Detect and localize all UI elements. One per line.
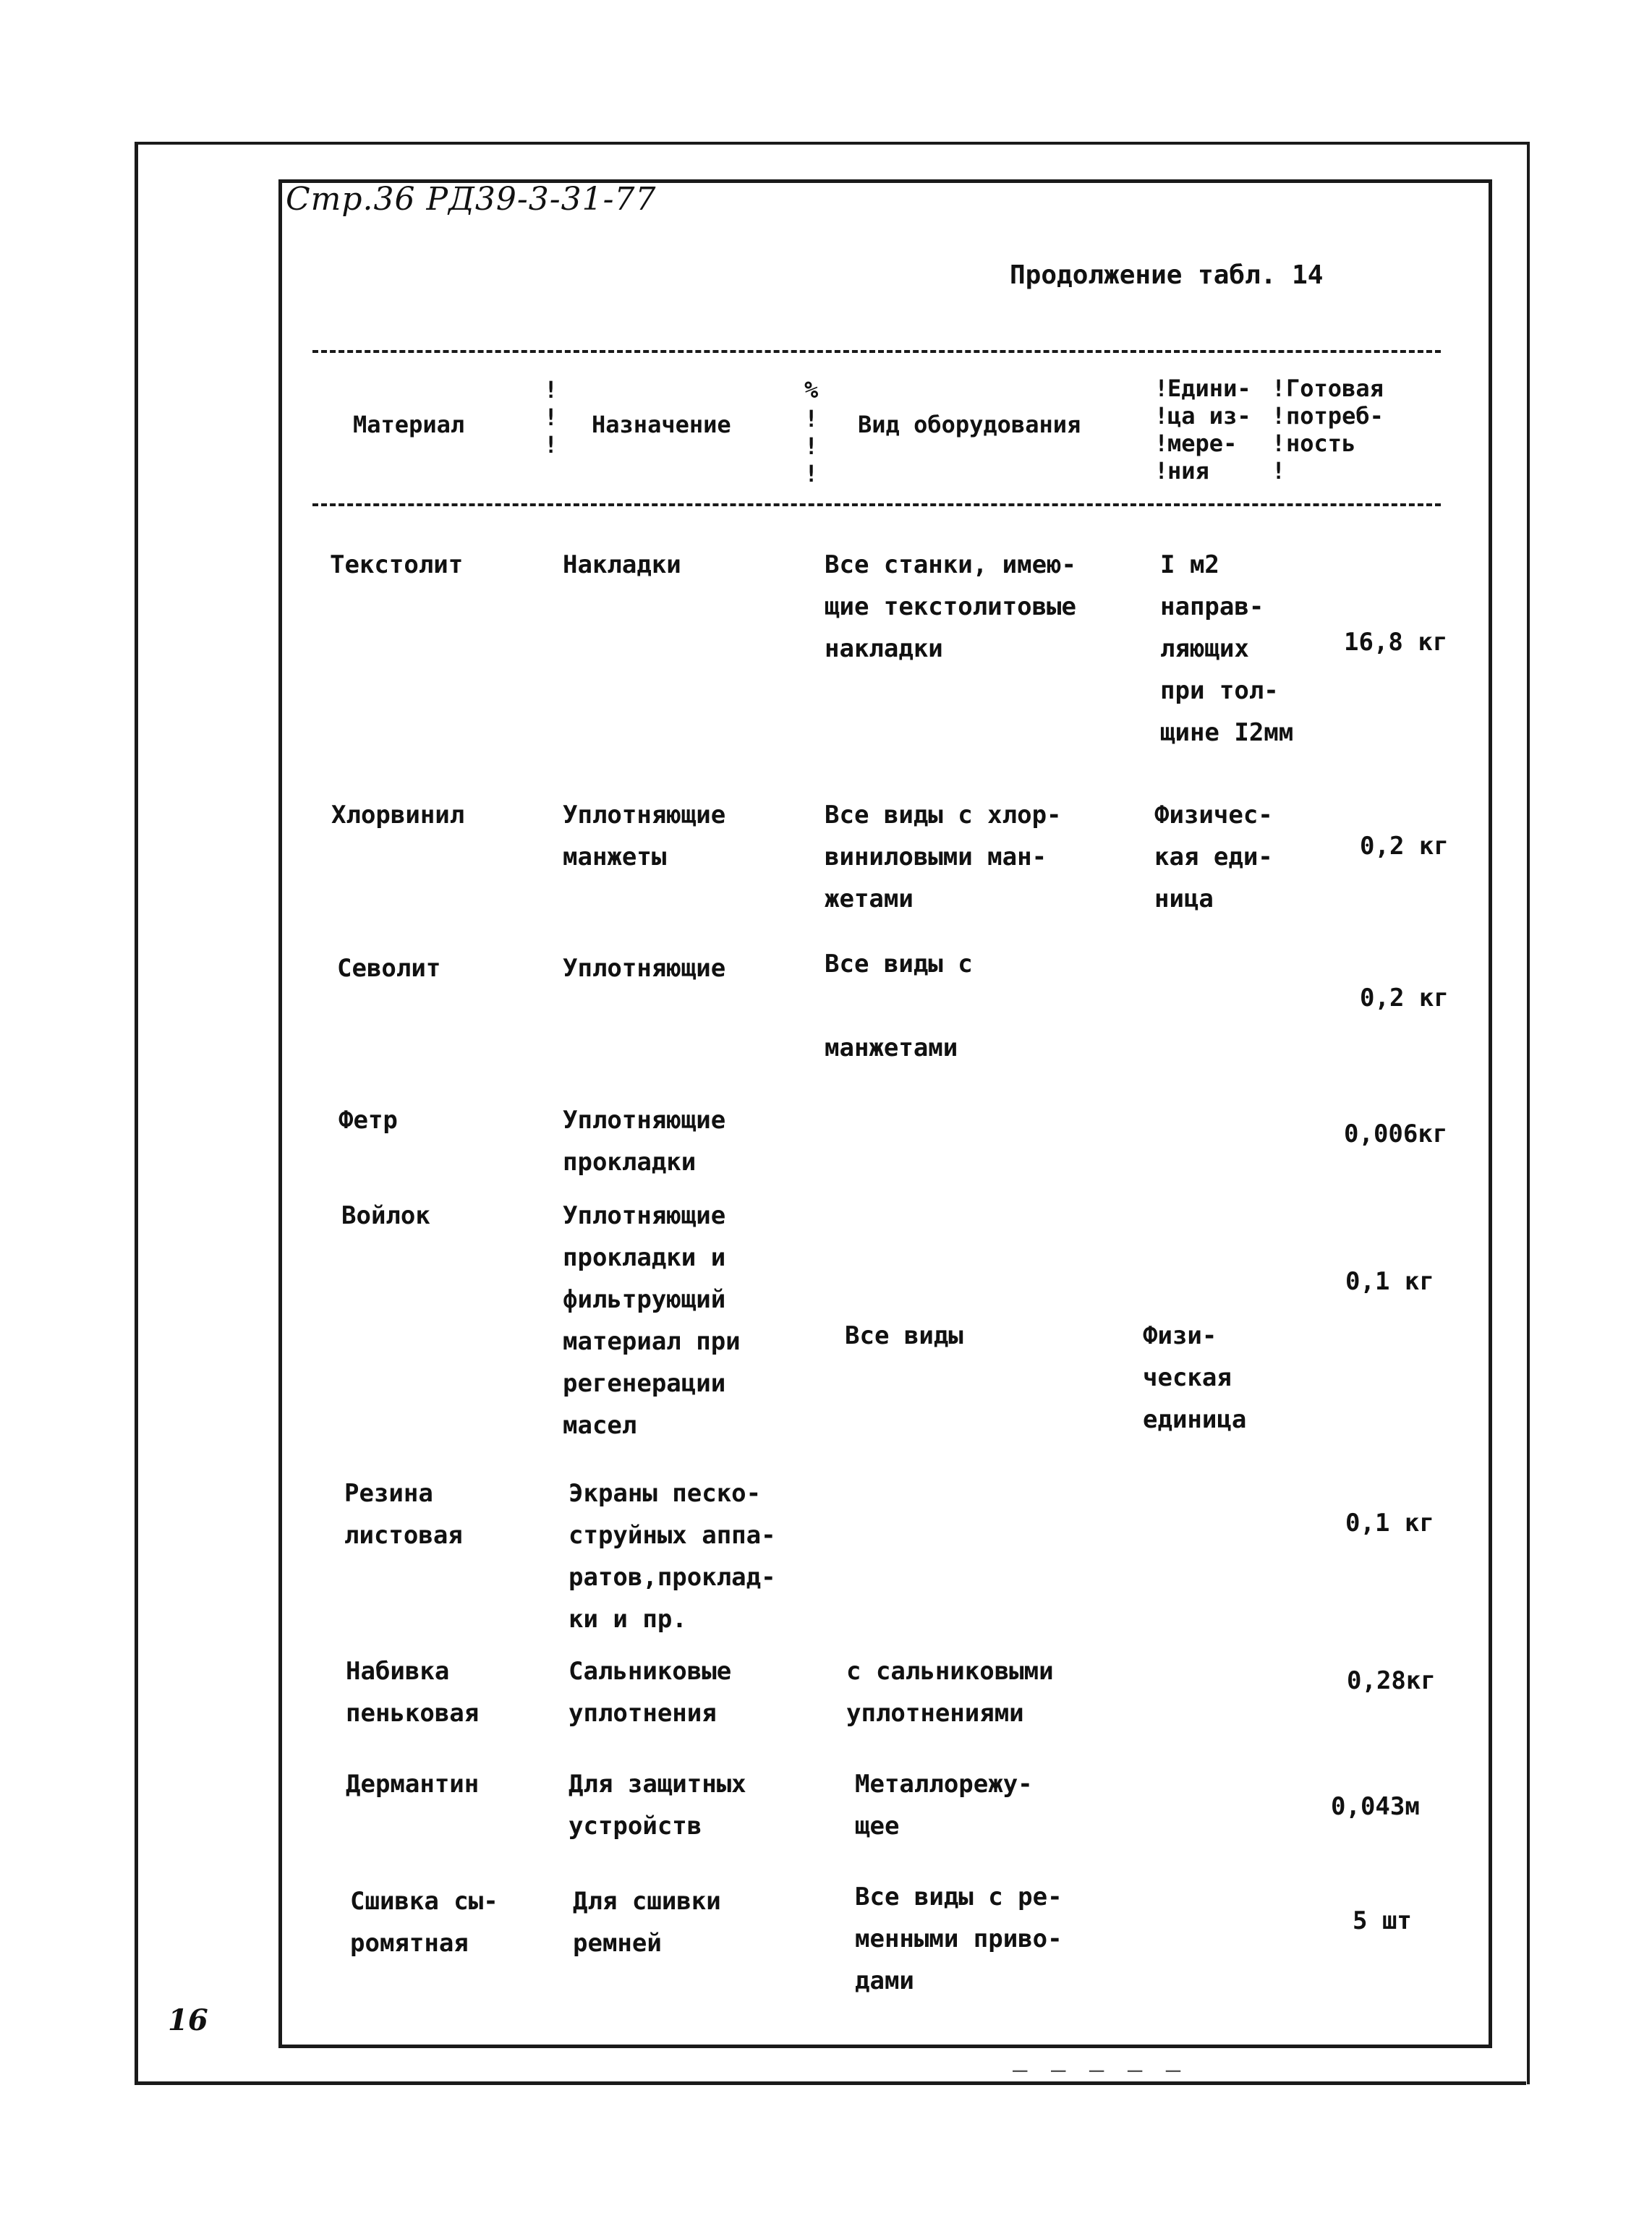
header-separator-1: ! ! ! (544, 376, 558, 459)
row-need: 0,2 кг (1360, 832, 1449, 861)
row-purpose: Уплотняющие прокладки и фильтрующий материал при регенерации масел (563, 1201, 741, 1440)
row-material: Хлорвинил (331, 801, 465, 830)
row-need: 0,28кг (1347, 1666, 1436, 1695)
page-number: 16 (168, 2003, 208, 2037)
header-material: Материал (353, 411, 465, 438)
row-equipment: Все виды с ре- менными приво- дами (855, 1883, 1063, 1995)
header-unit: Едини- ца из- мере- ния (1167, 375, 1251, 485)
row-material: Сшивка сы- ромятная (350, 1887, 498, 1958)
header-separator-4: ! ! ! ! (1272, 375, 1286, 485)
row-material: Текстолит (330, 550, 464, 579)
row-material: Дермантин (346, 1770, 480, 1799)
header-percent: % (804, 376, 819, 404)
row-unit: I м2 направ- ляющих при тол- щине I2мм (1160, 550, 1294, 747)
header-need: Готовая потреб- ность (1286, 375, 1384, 457)
header-bottom-rule (312, 503, 1441, 506)
row-need: 0,1 кг (1345, 1267, 1434, 1296)
header-top-rule (312, 350, 1441, 353)
row-purpose: Уплотняющие манжеты (563, 801, 726, 871)
row-material: Набивка пеньковая (346, 1657, 480, 1728)
row-equipment: Все виды (845, 1321, 963, 1350)
scan-artifact-dashes: — — – – — (1013, 2055, 1185, 2084)
row-purpose: Сальниковые уплотнения (569, 1657, 732, 1728)
row-material: Резина листовая (344, 1479, 463, 1550)
header-separator-2: ! ! ! (804, 405, 819, 487)
row-need: 0,1 кг (1345, 1509, 1434, 1538)
header-separator-3: ! ! ! ! (1154, 375, 1169, 485)
row-need: 0,006кг (1344, 1120, 1448, 1148)
row-need: 16,8 кг (1344, 628, 1448, 657)
row-equipment: Все виды с хлор- виниловыми ман- жетами (825, 801, 1062, 913)
row-equipment: Металлорежу- щее (855, 1770, 1033, 1841)
row-purpose: Для защитных устройств (569, 1770, 746, 1841)
row-purpose: Уплотняющие (563, 954, 726, 983)
table-continuation-label: Продолжение табл. 14 (1010, 260, 1324, 290)
row-unit: Физи- ческая единица (1143, 1321, 1247, 1434)
document-reference: Стр.36 РД39-3-31-77 (286, 181, 657, 218)
row-purpose: Уплотняющие прокладки (563, 1106, 726, 1177)
row-need: 0,043м (1331, 1792, 1420, 1821)
row-material: Войлок (341, 1201, 430, 1230)
row-equipment: с сальниковыми уплотнениями (846, 1657, 1054, 1728)
header-purpose: Назначение (592, 411, 731, 438)
row-material: Фетр (339, 1106, 398, 1135)
row-purpose: Экраны песко- струйных аппа- ратов,проклад- ки и пр. (569, 1479, 776, 1634)
row-material: Севолит (337, 954, 441, 983)
row-purpose: Накладки (563, 550, 681, 579)
header-equipment: Вид оборудования (858, 411, 1081, 438)
row-purpose: Для сшивки ремней (573, 1887, 721, 1958)
row-equipment: Все виды с манжетами (825, 950, 973, 1062)
row-need: 0,2 кг (1360, 984, 1449, 1013)
row-need: 5 шт (1353, 1906, 1412, 1935)
row-unit: Физичес- кая еди- ница (1154, 801, 1273, 913)
row-equipment: Все станки, имею- щие текстолитовые накладки (825, 550, 1076, 663)
outer-page-frame-bottom (135, 2081, 1526, 2085)
